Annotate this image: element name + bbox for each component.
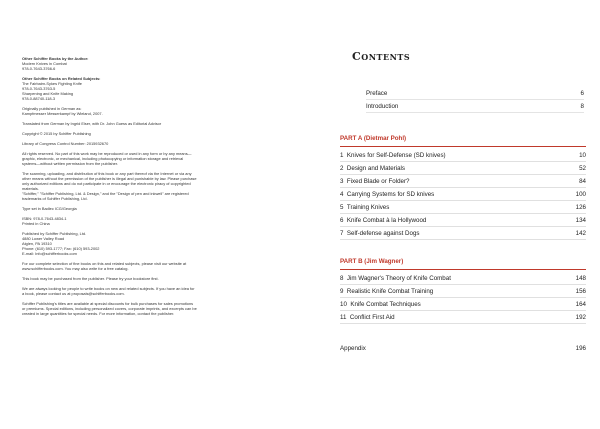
website-line: www.schifferbooks.com. You may also write for a free catalog. — [22, 266, 129, 271]
authors-line: We are always looking for people to write books on new and related subjects. If you have an idea for — [22, 286, 195, 291]
chapter-number: 1 — [340, 151, 344, 159]
part-b-rule — [340, 269, 586, 270]
toc-entry — [340, 227, 586, 240]
copyright-page — [22, 56, 280, 321]
chapter-number: 2 — [340, 164, 344, 172]
rights-line: systems—without written permission from the publisher. — [22, 161, 119, 166]
purchase-note: This book may be purchased from the publisher. Please try your bookstore first. — [22, 276, 159, 281]
toc-entry-page: 8 — [580, 102, 584, 110]
chapter-number: 3 — [340, 177, 344, 185]
original-line: Originally published in German as: — [22, 106, 82, 111]
publisher-line: E-mail: Info@schifferbooks.com — [22, 251, 77, 256]
chapter-page: 156 — [575, 287, 586, 295]
chapter-title: Realistic Knife Combat Training — [346, 287, 434, 295]
scanning-line: only authorized editions and do not participate in or encourage the electronic piracy of copyrighted — [22, 181, 191, 186]
chapter-title: Training Knives — [346, 203, 390, 211]
website-line: For our complete selection of fine books on this and related subjects, please visit our website at — [22, 261, 187, 266]
chapter-page: 126 — [575, 203, 586, 211]
chapter-number: 4 — [340, 190, 344, 198]
toc-entry-title: Introduction — [366, 102, 399, 110]
author-books-block — [22, 56, 280, 71]
publisher-line: Published by Schiffer Publishing, Ltd. — [22, 231, 87, 236]
scanning-line: "Schiffer," "Schiffer Publishing, Ltd. & Design," and the "Design of pen and inkwell" are registered — [22, 191, 189, 196]
toc-entry — [340, 214, 586, 227]
toc-entry — [340, 285, 586, 298]
part-b-chapters — [340, 272, 586, 324]
toc-entry — [340, 175, 586, 188]
chapter-number: 5 — [340, 203, 344, 211]
contents-page — [340, 50, 586, 354]
related-books-block — [22, 76, 280, 101]
toc-entry-title: Appendix — [340, 344, 366, 352]
chapter-page: 134 — [575, 216, 586, 224]
chapter-page: 84 — [579, 177, 586, 185]
related-book-line: The Fairbairn-Sykes Fighting Knife — [22, 81, 82, 86]
author-book-line: 978-0-7643-3766-6 — [22, 66, 56, 71]
toc-entry — [340, 311, 586, 324]
chapter-title: Conflict First Aid — [349, 313, 395, 321]
part-b-heading: PART B (Jim Wagner) — [340, 258, 404, 265]
publisher-line: Phone: (610) 593-1777; Fax: (610) 593-2002 — [22, 246, 100, 251]
lccn: Library of Congress Control Number: 2015932670 — [22, 141, 109, 146]
part-a-chapters — [340, 149, 586, 240]
chapter-page: 192 — [575, 313, 586, 321]
chapter-title: Self-defense against Dogs — [346, 229, 420, 237]
chapter-title: Fixed Blade or Folder? — [346, 177, 410, 185]
rights-notice — [22, 151, 280, 166]
chapter-number: 9 — [340, 287, 344, 295]
toc-entry — [340, 201, 586, 214]
chapter-number: 7 — [340, 229, 344, 237]
contents-title: Contents — [352, 50, 411, 63]
special-sales-note — [22, 301, 280, 316]
scanning-line: other means without the permission of the publisher is illegal and punishable by law. Please purchase — [22, 176, 197, 181]
chapter-page: 148 — [575, 274, 586, 282]
toc-entry — [340, 162, 586, 175]
authors-wanted-note — [22, 286, 280, 296]
chapter-page: 164 — [575, 300, 586, 308]
author-books-heading: Other Schiffer Books by the Author: — [22, 56, 89, 61]
authors-line: a book, please contact us at proposals@schifferbooks.com. — [22, 291, 125, 296]
chapter-title: Jim Wagner's Theory of Knife Combat — [346, 274, 451, 282]
related-book-line: Sharpening and Knife Making — [22, 91, 74, 96]
toc-entry-introduction — [366, 100, 584, 113]
front-matter-list — [366, 87, 584, 113]
toc-entry — [340, 298, 586, 311]
chapter-page: 100 — [575, 190, 586, 198]
scanning-notice — [22, 171, 280, 201]
part-a-rule — [340, 146, 586, 147]
isbn-line: ISBN: 978-0-7643-4834-1 — [22, 216, 67, 221]
related-books-heading: Other Schiffer Books on Related Subjects: — [22, 76, 101, 81]
chapter-title: Carrying Systems for SD knives — [346, 190, 435, 198]
scanning-line: trademarks of Schiffer Publishing, Ltd. — [22, 196, 88, 201]
chapter-page: 142 — [575, 229, 586, 237]
part-a-heading: PART A (Dietmar Pohl) — [340, 135, 407, 142]
chapter-number: 10 — [340, 300, 347, 308]
author-book-line: Modern Knives in Combat — [22, 61, 67, 66]
toc-entry-title: Preface — [366, 89, 388, 97]
toc-entry — [340, 188, 586, 201]
scanning-line: materials. — [22, 186, 39, 191]
publisher-line: 4880 Lower Valley Road — [22, 236, 65, 241]
appendix-block — [340, 342, 586, 354]
chapter-number: 11 — [340, 313, 347, 321]
rights-line: All rights reserved. No part of this work may be reproduced or used in any form or by any means— — [22, 151, 192, 156]
related-book-line: 978-0-88740-118-3 — [22, 96, 56, 101]
publisher-line: Atglen, PA 19310 — [22, 241, 52, 246]
chapter-number: 6 — [340, 216, 344, 224]
special-line: or premiums. Special editions, including personalized covers, corporate imprints, and excerpts can be — [22, 306, 197, 311]
publisher-address — [22, 231, 280, 256]
website-note — [22, 261, 280, 271]
chapter-title: Knife Combat Techniques — [350, 300, 421, 308]
toc-entry — [340, 272, 586, 285]
toc-entry-preface — [366, 87, 584, 100]
related-book-line: 978-0-7643-3763-5 — [22, 86, 56, 91]
chapter-page: 52 — [579, 164, 586, 172]
scanning-line: The scanning, uploading, and distribution of this book or any part thereof via the Internet or via any — [22, 171, 192, 176]
special-line: created in large quantities for special needs. For more information, contact the publisher. — [22, 311, 175, 316]
isbn-line: Printed in China — [22, 221, 50, 226]
toc-entry — [340, 149, 586, 162]
special-line: Schiffer Publishing's titles are available at special discounts for bulk purchases for sales promotions — [22, 301, 194, 306]
original-line: Kampfmesser Messerkampf by Wieland, 2007. — [22, 111, 103, 116]
isbn-block — [22, 216, 280, 226]
rights-line: graphic, electronic, or mechanical, including photocopying or information storage and retrieval — [22, 156, 184, 161]
copyright-notice: Copyright © 2015 by Schiffer Publishing — [22, 131, 91, 136]
toc-entry-page: 196 — [575, 344, 586, 352]
translation-note: Translated from German by Ingrid Elser, with Dr. John Guess as Editorial Advisor — [22, 121, 162, 126]
chapter-title: Knife Combat à la Hollywood — [346, 216, 427, 224]
toc-entry-appendix — [340, 342, 586, 354]
chapter-page: 10 — [579, 151, 586, 159]
original-publication — [22, 106, 280, 116]
chapter-number: 8 — [340, 274, 344, 282]
chapter-title: Knives for Self-Defense (SD knives) — [346, 151, 446, 159]
typeset-note: Type set in Badlec ICG/Georgia — [22, 206, 77, 211]
chapter-title: Design and Materials — [346, 164, 406, 172]
toc-entry-page: 6 — [580, 89, 584, 97]
